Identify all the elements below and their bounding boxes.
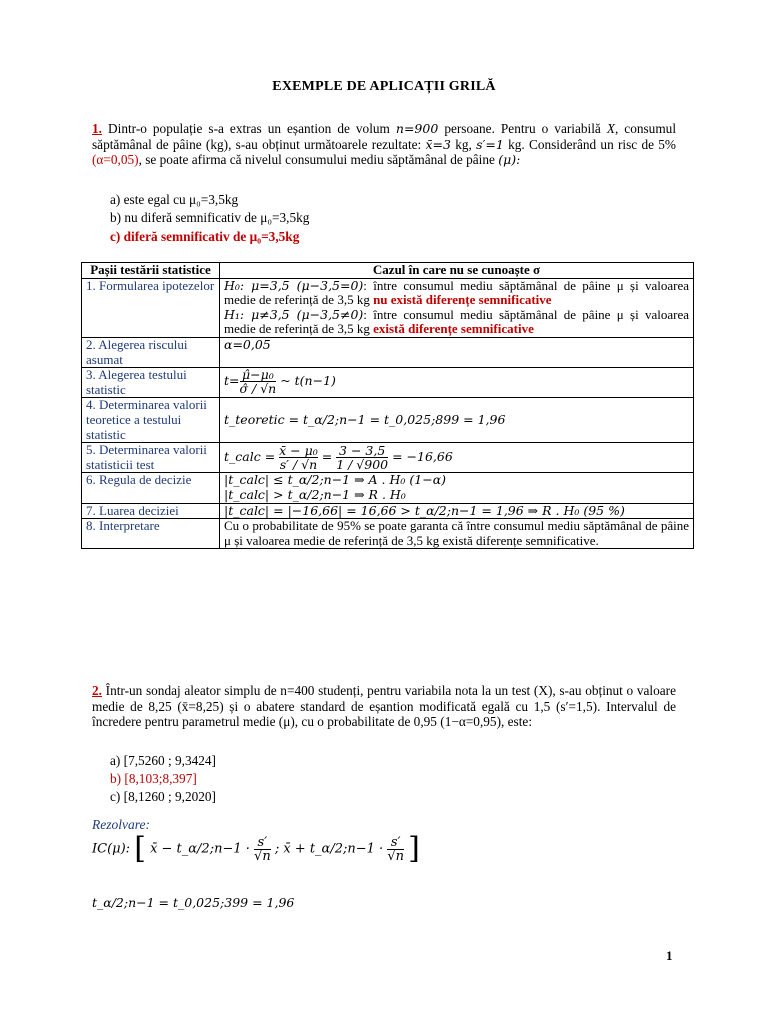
step-label: 7. Luarea deciziei bbox=[82, 503, 220, 519]
step-label: 4. Determinarea valorii teoretice a testului statistic bbox=[82, 398, 220, 443]
question-1-option-c: c) diferă semnificativ de μ₀=3,5kg bbox=[110, 229, 300, 244]
header-case: Cazul în care nu se cunoaște σ bbox=[220, 263, 694, 279]
table-row bbox=[82, 368, 694, 398]
step-content: |t_calc| ≤ t_α/2;n−1 ⇒ A . H₀ (1−α) |t_calc| > t_α/2;n−1 ⇒ R . H₀ bbox=[220, 473, 694, 503]
step-label: 1. Formularea ipotezelor bbox=[82, 278, 220, 337]
step-label: 5. Determinarea valorii statisticii test bbox=[82, 443, 220, 473]
table-row bbox=[82, 443, 694, 473]
table-row bbox=[82, 337, 694, 367]
table-row bbox=[82, 519, 694, 549]
table-header-row bbox=[82, 263, 694, 279]
header-steps: Pașii testării statistice bbox=[82, 263, 220, 279]
step-content: t_calc = $\frac{\text{x̄ − μ₀}}{s' / √n}$ = $\frac{3 - 3,5}{1 / √900}$ = −16,66 bbox=[220, 443, 694, 473]
step-label: 3. Alegerea testului statistic bbox=[82, 368, 220, 398]
page-number: 1 bbox=[666, 948, 673, 963]
question-1-text: 1. Dintr-o populație s-a extras un eșantion de volum n=900 persoane. Pentru o variabilă X, consumul săptămânal de pâine (kg), s-au obținut următoarele rezultate: x̄=3 kg, s′=1 kg. Considerând un risc de 5% (α=0,05), se poate afirma că nivelul consumului mediu săptămânal de pâine (μ): bbox=[92, 121, 677, 168]
table-row bbox=[82, 473, 694, 503]
step-label: 6. Regula de decizie bbox=[82, 473, 220, 503]
step-content: α=0,05 bbox=[220, 337, 694, 367]
step-content: t= $\frac{\text{μ̂−μ₀}}{\sigmâ / √n}$ ~ t(n−1) bbox=[220, 368, 694, 398]
test-steps-table bbox=[81, 262, 694, 549]
step-label: 2. Alegerea riscului asumat bbox=[82, 337, 220, 367]
question-1-number: 1. bbox=[92, 121, 102, 136]
table-row bbox=[82, 278, 694, 337]
t-value-line: t_α/2;n−1 = t_0,025;399 = 1,96 bbox=[92, 895, 295, 910]
question-2-number: 2. bbox=[92, 683, 102, 698]
solution-label: Rezolvare: bbox=[92, 817, 150, 832]
question-2-text: 2. Într-un sondaj aleator simplu de n=400 studenți, pentru variabila nota la un test (X), s-au obținut o valoare medie de 8,25 (x̄=8,25) și o abatere standard de eșantion modificată egală cu 1,5 (s′=1,5). Intervalul de încredere pentru parametrul medie (μ), cu o probabilitate de 0,95 (1−α=0,95), este: bbox=[92, 683, 676, 730]
confidence-interval-formula: IC(μ): [ x̄ − t_α/2;n−1 · $\frac{s'}{√n}$ ; x̄ + t_α/2;n−1 · $\frac{s'}{√n}$ ] bbox=[92, 831, 420, 866]
question-2-option-c: c) [8,1260 ; 9,2020] bbox=[110, 789, 216, 804]
question-1-option-a: a) este egal cu μ₀=3,5kg bbox=[110, 192, 239, 207]
step-content: H₀: μ=3,5 (μ−3,5=0): între consumul mediu săptămânal de pâine μ și valoarea medie de referință de 3,5 kg nu există diferențe semnificative H₁: μ≠3,5 (μ−3,5≠0): între consumul mediu săptămânal de pâine μ și valoarea medie de referință de 3,5 kg există diferențe semnificative bbox=[220, 278, 694, 337]
step-content: |t_calc| = |−16,66| = 16,66 > t_α/2;n−1 = 1,96 ⇒ R . H₀ (95 %) bbox=[220, 503, 694, 519]
step-content: Cu o probabilitate de 95% se poate garanta că între consumul mediu săptămânal de pâine μ și valoarea medie de referință de 3,5 kg există diferențe semnificative. bbox=[220, 519, 694, 549]
step-label: 8. Interpretare bbox=[82, 519, 220, 549]
table-row bbox=[82, 398, 694, 443]
step-content: t_teoretic = t_α/2;n−1 = t_0,025;899 = 1,96 bbox=[220, 398, 694, 443]
page-title: EXEMPLE DE APLICAȚII GRILĂ bbox=[272, 79, 496, 94]
question-2-option-b: b) [8,103;8,397] bbox=[110, 771, 197, 786]
question-2-option-a: a) [7,5260 ; 9,3424] bbox=[110, 753, 216, 768]
table-row bbox=[82, 503, 694, 519]
question-1-option-b: b) nu diferă semnificativ de μ₀=3,5kg bbox=[110, 210, 310, 225]
